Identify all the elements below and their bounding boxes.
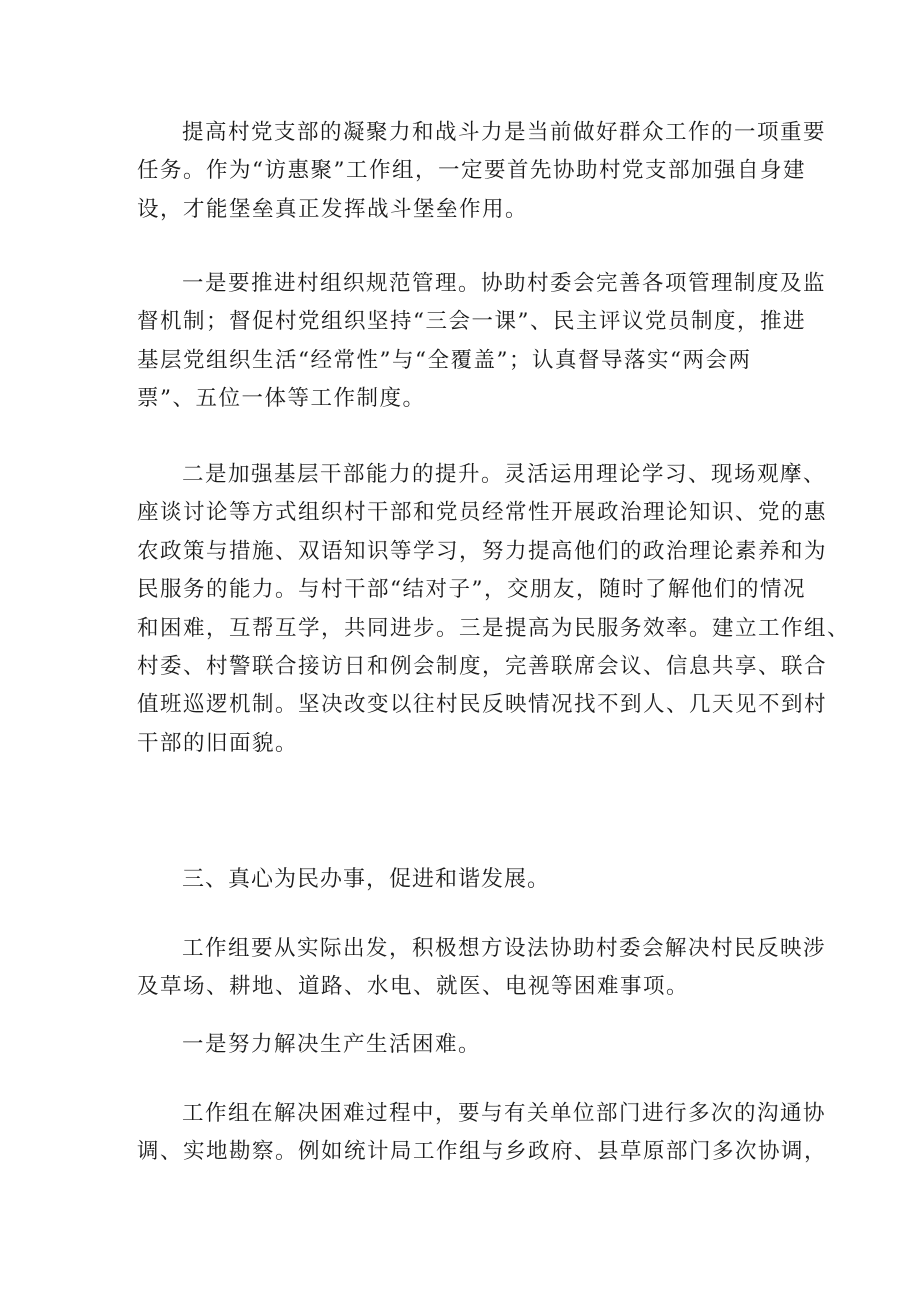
heading-text: 三、真心为民办事，促进和谐发展。 <box>182 867 551 892</box>
text-line: 督机制；督促村党组织坚持“三会一课”、民主评议党员制度，推进 <box>137 309 806 335</box>
section-heading <box>137 861 787 899</box>
text-line: 工作组在解决困难过程中，要与有关单位部门进行多次的沟通协 <box>182 1101 827 1126</box>
text-line: 调、实地勘察。例如统计局工作组与乡政府、县草原部门多次协调， <box>137 1139 828 1165</box>
paragraph-point-two <box>137 456 851 763</box>
paragraph-example <box>137 1095 828 1172</box>
text-line: 村委、村警联合接访日和例会制度，完善联席会议、信息共享、联合 <box>137 654 828 680</box>
text-line: 和困难，互帮互学，共同进步。三是提高为民服务效率。建立工作组、 <box>137 615 851 641</box>
text-line: 农政策与措施、双语知识等学习，努力提高他们的政治理论素养和为 <box>137 538 828 564</box>
text-line: 工作组要从实际出发，积极想方设法协助村委会解决村民反映涉 <box>182 936 827 961</box>
text-line: 设，才能堡垒真正发挥战斗堡垒作用。 <box>137 196 529 222</box>
paragraph-intro <box>137 114 827 229</box>
text-line: 基层党组织生活“经常性”与“全覆盖”；认真督导落实“两会两 <box>137 347 752 373</box>
text-line: 一是要推进村组织规范管理。协助村委会完善各项管理制度及监 <box>182 271 827 296</box>
text-line: 二是加强基层干部能力的提升。灵活运用理论学习、现场观摩、 <box>182 462 827 487</box>
text-line: 票”、五位一体等工作制度。 <box>137 386 426 412</box>
paragraph-section-intro <box>137 930 827 1007</box>
text-line: 任务。作为“访惠聚”工作组，一定要首先协助村党支部加强自身建 <box>137 158 806 184</box>
text-line: 提高村党支部的凝聚力和战斗力是当前做好群众工作的一项重要 <box>182 120 827 145</box>
paragraph-subpoint-one <box>137 1026 787 1064</box>
text-line: 一是努力解决生产生活困难。 <box>182 1032 482 1057</box>
text-line: 及草场、耕地、道路、水电、就医、电视等困难事项。 <box>137 974 690 1000</box>
text-line: 干部的旧面貌。 <box>137 730 299 756</box>
text-line: 座谈讨论等方式组织村干部和党员经常性开展政治理论知识、党的惠 <box>137 500 828 526</box>
text-line: 民服务的能力。与村干部“结对子”，交朋友，随时了解他们的情况 <box>137 577 806 603</box>
text-line: 值班巡逻机制。坚决改变以往村民反映情况找不到人、几天见不到村 <box>137 692 828 718</box>
paragraph-point-one <box>137 265 827 419</box>
